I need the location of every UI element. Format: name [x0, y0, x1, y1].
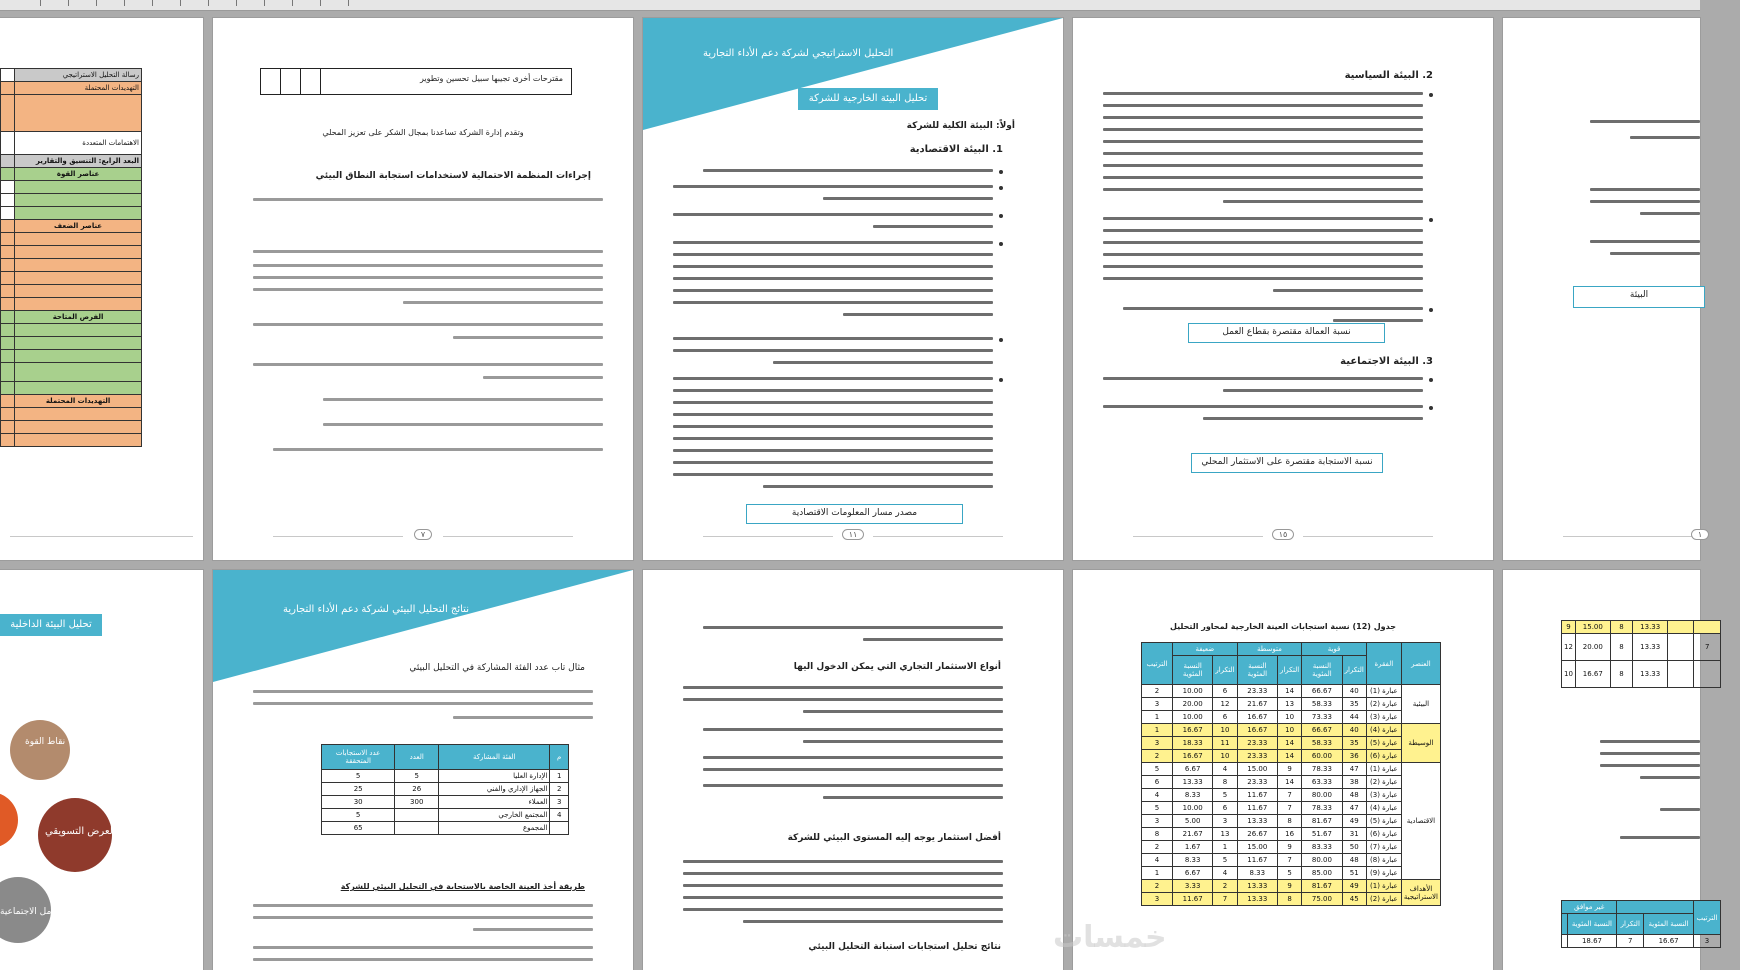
- table-row: عبارة (7) 50 83.33 9 15.00 1 1.67 2: [1142, 841, 1441, 854]
- table-header: [1617, 901, 1694, 914]
- table-row: عبارة (6) 36 60.00 14 23.33 10 16.67 2: [1142, 750, 1441, 763]
- horizontal-ruler[interactable]: [0, 0, 1700, 11]
- group-cell: البيئية: [1401, 685, 1440, 724]
- summary-table: الترتيب غير موافق النسبة المئوية التكرار النسبة المئوية 3 16.67 7 18.67: [1561, 900, 1721, 948]
- table-cell: التهديدات المحتملة: [15, 82, 142, 95]
- table-header: الفئة المشاركة: [439, 745, 550, 770]
- table-row: المجموع 65: [322, 822, 569, 835]
- group-cell: الاقتصادية: [1401, 763, 1440, 880]
- caption-box: البيئة: [1573, 286, 1705, 308]
- table-header: الترتيب: [1694, 901, 1721, 935]
- table-row: الاقتصادية عبارة (1) 47 78.33 9 15.00 4 6.67 5: [1142, 763, 1441, 776]
- table-header: متوسطة: [1237, 643, 1302, 656]
- watermark: خمسات: [1053, 920, 1167, 955]
- heading: 2. البيئة السياسية: [1344, 70, 1433, 81]
- table-row: الأهداف الاستراتيجية عبارة (1) 49 81.67 9 13.33 2 3.33 2: [1142, 880, 1441, 893]
- table-cell: الاهتمامات المتعددة: [15, 132, 142, 155]
- intro-text: مثال تاب عدد الفئة المشاركة في التحليل البيئي: [409, 663, 585, 673]
- table-row: 7 13.33 8 20.00 12: [1562, 634, 1721, 661]
- banner-shape: [643, 18, 1063, 138]
- table-cell: رسالة التحليل الاستراتيجي: [15, 69, 142, 82]
- cycle-diagram: [0, 720, 203, 970]
- results-table-continued: [1561, 620, 1721, 688]
- document-page[interactable]: [1073, 18, 1493, 560]
- document-page[interactable]: [643, 18, 1063, 560]
- table-row: عبارة (3) 48 80.00 7 11.67 5 8.33 4: [1142, 789, 1441, 802]
- table-row: عبارة (4) 47 78.33 7 11.67 6 10.00 5: [1142, 802, 1441, 815]
- document-page[interactable]: [1503, 18, 1703, 560]
- table-subheading: الفرص المتاحة: [15, 311, 142, 324]
- table-row: الوسيطة عبارة (4) 40 66.67 10 16.67 10 16.67 1: [1142, 724, 1441, 737]
- table-row: 3 العملاء 300 30: [322, 796, 569, 809]
- sub-heading: طريقة أخذ العينة الخاصة بالاستجابة في التحليل البيئي للشركة: [340, 882, 585, 891]
- table-row: 3 16.67 7 18.67: [1562, 935, 1721, 948]
- table-row: 13.33 8 16.67 10: [1562, 661, 1721, 688]
- document-page[interactable]: [0, 18, 203, 560]
- heading: 1. البيئة الاقتصادية: [909, 144, 1003, 155]
- document-page[interactable]: [643, 570, 1063, 970]
- heading: 3. البيئة الاجتماعية: [1340, 356, 1433, 367]
- table-header: الفقرة: [1366, 643, 1401, 685]
- caption-box: نسبة العمالة مقتصرة بقطاع العمل: [1188, 323, 1385, 343]
- page-footer-line: [10, 536, 193, 537]
- results-table: العنصر الفقرة قوية متوسطة ضعيفة الترتيب التكرار النسبة المئوية التكرار النسبة المئوية التكرار النسبة المئوية البيئية عبارة (1) 40 66.67 14 23.33 6 10.00 2 عبارة (2) 35 58.33 13 21.67 12 20.00 3 عبارة (3) 44 73.33 10 16.67 6 10.00 1 الوسيطة عبارة (4) 40 66.67 10 16.67 10 16.67 1 عبارة (5) 35 58.33 14 23.33 11 18.33 3 عبارة (6) 36 60.00 14 23.33 10 16.67 2 الاقتصادية عبارة (1) 47 78.33 9 15.00 4 6.67 5 عبارة (2) 38 63.33 14 23.33 8 13.33 6 عبارة (3) 48 80.00 7 11.67 5 8.33 4 عبارة (4) 47 78.33 7 11.67 6 10.00 5 عبارة (5) 49 81.67 8 13.33 3 5.00 3 عبارة (6) 31 51.67 16 26.67 13 21.67 8 عبارة (7) 50 83.33 9 15.00 1 1.67 2 عبارة (8) 48 80.00 7 11.67 5 8.33 4 عبارة (9) 51 85.00 5 8.33 4 6.67 1 الأهداف الاستراتيجية عبارة (1) 49 81.67 9 13.33 2 3.33 2 عبارة (2) 45 75.00 8 13.33 7 11.67 3: [1141, 642, 1441, 906]
- section-label: تحليل البيئة الخارجية للشركة: [798, 88, 938, 110]
- banner-title: نتائج التحليل البيئي لشركة دعم الأداء التجارية: [283, 604, 469, 615]
- document-page[interactable]: [0, 570, 203, 970]
- cycle-label: العوامل الاجتماعية: [0, 907, 69, 917]
- cycle-label: العرض التسويقي: [45, 826, 116, 837]
- group-cell: الأهداف الاستراتيجية: [1401, 880, 1440, 906]
- table-caption: جدول (12) نسبة استجابات العينة الخارجية لمحاور التحليل: [1169, 622, 1397, 631]
- table-header: العدد: [395, 745, 439, 770]
- table-row: عبارة (2) 35 58.33 13 21.67 12 20.00 3: [1142, 698, 1441, 711]
- table-row: عبارة (5) 49 81.67 8 13.33 3 5.00 3: [1142, 815, 1441, 828]
- table-row: البيئية عبارة (1) 40 66.67 14 23.33 6 10.00 2: [1142, 685, 1441, 698]
- cycle-label: نقاط القوة: [25, 737, 66, 747]
- title-box: [260, 68, 572, 95]
- table-header: قوية: [1302, 643, 1367, 656]
- document-page[interactable]: [213, 18, 633, 560]
- table-row: 13.33 8 15.00 9: [1562, 621, 1721, 634]
- table-section: البعد الرابع: التنسيق والتقارير: [15, 155, 142, 168]
- title-box-text: مقترحات أخرى تجيبها سبيل تحسين وتطوير: [419, 74, 563, 83]
- intro-text: وتقدم إدارة الشركة تساعدنا بمجال الشكر على تعزيز المحلي: [322, 128, 524, 137]
- swot-table: [0, 68, 142, 447]
- table-row: عبارة (5) 35 58.33 14 23.33 11 18.33 3: [1142, 737, 1441, 750]
- heading: أفضل استثمار يوجه إليه المستوى البيئي للشركة: [787, 833, 1001, 843]
- table-header: عدد الاستجابات المتحققة: [322, 745, 395, 770]
- table-header: غير موافق: [1562, 901, 1617, 914]
- table-row: عبارة (2) 38 63.33 14 23.33 8 13.33 6: [1142, 776, 1441, 789]
- heading: نتائج تحليل استجابات استبانة التحليل البيئي: [808, 942, 1001, 952]
- table-row: 4 المجتمع الخارجي 5: [322, 809, 569, 822]
- caption-box: نسبة الاستجابة مقتصرة على الاستثمار المحلي: [1191, 453, 1383, 473]
- page-number: ١: [1691, 529, 1709, 540]
- table-row: عبارة (9) 51 85.00 5 8.33 4 6.67 1: [1142, 867, 1441, 880]
- section-heading: إجراءات المنظمة الاحتمالية لاستخدامات استجابة النطاق البيئي: [315, 171, 591, 181]
- page-number: ١١: [842, 529, 865, 540]
- banner-title: التحليل الاستراتيجي لشركة دعم الأداء التجارية: [703, 48, 894, 59]
- heading: أنواع الاستثمار التجاري التي يمكن الدخول اليها: [793, 662, 1001, 672]
- section-label: تحليل البيئة الداخلية: [0, 614, 102, 636]
- table-subheading: عناصر الضعف: [15, 220, 142, 233]
- table-subheading: التهديدات المحتملة: [15, 395, 142, 408]
- table-header: م: [550, 745, 569, 770]
- page-number: ١٥: [1272, 529, 1295, 540]
- table-row: عبارة (8) 48 80.00 7 11.67 5 8.33 4: [1142, 854, 1441, 867]
- table-header: ضعيفة: [1173, 643, 1238, 656]
- page-number: ٧: [414, 529, 432, 540]
- table-subheading: عناصر القوة: [15, 168, 142, 181]
- table-row: 2 الجهاز الإداري والفني 26 25: [322, 783, 569, 796]
- table-header: العنصر: [1401, 643, 1440, 685]
- table-row: عبارة (6) 31 51.67 16 26.67 13 21.67 8: [1142, 828, 1441, 841]
- table-row: عبارة (2) 45 75.00 8 13.33 7 11.67 3: [1142, 893, 1441, 906]
- table-header: الترتيب: [1142, 643, 1173, 685]
- document-page[interactable]: [1053, 570, 1493, 970]
- document-page[interactable]: [213, 570, 633, 970]
- document-page[interactable]: [1503, 570, 1718, 970]
- participants-table: [321, 744, 569, 835]
- group-cell: الوسيطة: [1401, 724, 1440, 763]
- caption-box: مصدر مسار المعلومات الاقتصادية: [746, 504, 963, 524]
- table-row: 1 الإدارة العليا 5 5: [322, 770, 569, 783]
- heading: أولاً: البيئة الكلية للشركة: [906, 121, 1015, 131]
- table-row: عبارة (3) 44 73.33 10 16.67 6 10.00 1: [1142, 711, 1441, 724]
